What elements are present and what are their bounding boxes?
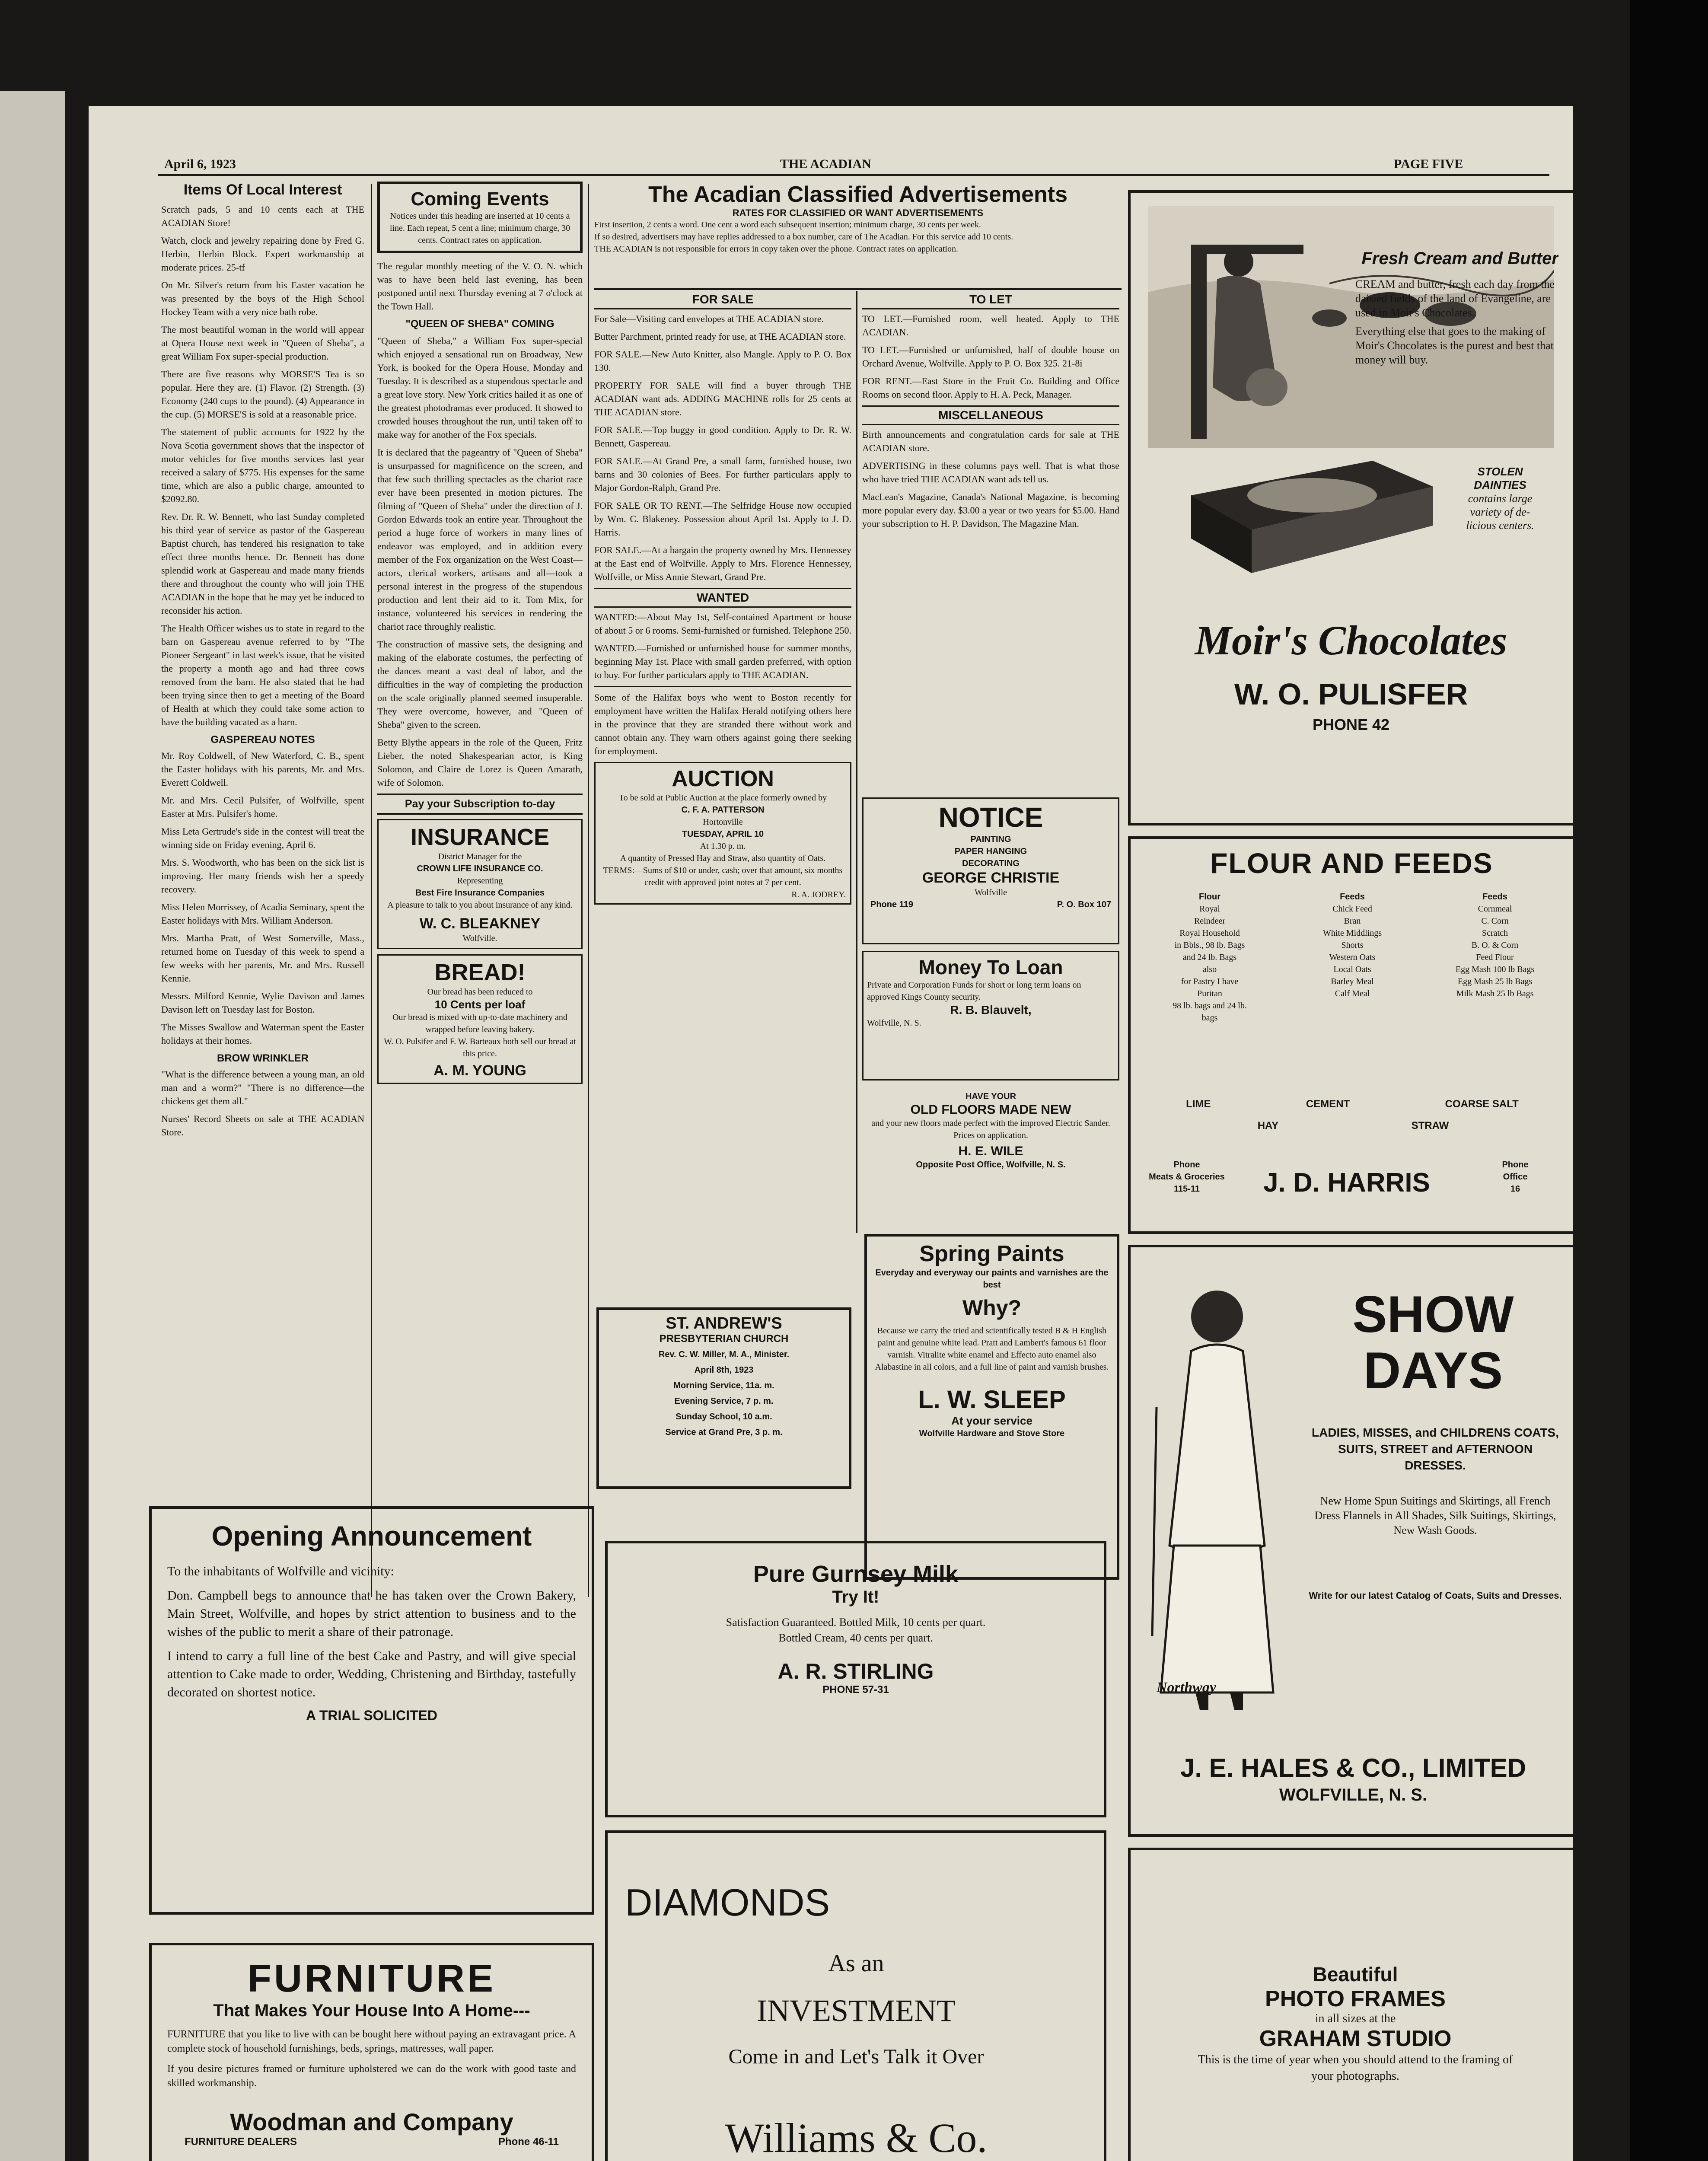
classified-ad: FOR SALE.—Top buggy in good condition. Apply to Dr. R. W. Bennett, Gaspereau.: [594, 424, 851, 449]
ad-line: Phone: [1502, 1160, 1529, 1170]
diamonds-as: As an: [828, 1950, 884, 1977]
item-text: Messrs. Milford Kennie, Wylie Davison and James Davison left on Tuesday last for Boston.: [161, 991, 364, 1015]
item-text: The statement of public accounts for 1922 by the Nova Scotia government shows that the inspector of motor vehicles for five months services last year received a salary of $775. His expenses for the same time, which are also a public charge, amounted to $2092.80.: [161, 427, 364, 504]
opening-text: To the inhabitants of Wolfville and vicinity:: [167, 1564, 394, 1578]
notice-name: GEORGE CHRISTIE: [922, 870, 1060, 886]
product: Reindeer: [1194, 916, 1226, 926]
opening-text: I intend to carry a full line of the best Cake and Pastry, and will give special attention to Cake made to order, Wedding, Christening and Birthday, tastefully decorated on shortest notice.: [167, 1649, 576, 1699]
opening-tail: A TRIAL SOLICITED: [306, 1708, 437, 1723]
classified-ad: TO LET.—Furnished room, well heated. Apply to THE ACADIAN.: [862, 313, 1119, 338]
opening-text: Don. Campbell begs to announce that he has taken over the Crown Bakery, Main Street, Wolfville, and hopes by strict attention to business and to the wishes of the public to merit a share of their patronage.: [167, 1588, 576, 1639]
gaspereau-notes-heading: GASPEREAU NOTES: [210, 734, 315, 746]
feeds-column: [1281, 891, 1424, 1024]
product: Royal Household: [1179, 928, 1240, 938]
newspaper-page: [89, 106, 1573, 2161]
moirs-dealer: W. O. PULISFER: [1234, 677, 1468, 711]
classified-ad: ADVERTISING in these columns pays well. That is what those who have tried THE ACADIAN want ads tell us.: [862, 460, 1119, 484]
product: CEMENT: [1306, 1098, 1350, 1110]
classified-rate: THE ACADIAN is not responsible for errors in copy taken over the phone. Contract rates on application.: [594, 244, 959, 254]
classified-rate: If so desired, advertisers may have replies addressed to a box number, care of The Acadian. For this service add 10 cents.: [594, 232, 1013, 242]
insurance-agent: W. C. BLEAKNEY: [419, 915, 541, 932]
show-days-ad: [1128, 1245, 1573, 1837]
auction-title: AUCTION: [672, 766, 774, 791]
classified-ad: Birth announcements and congratulation cards for sale at THE ACADIAN store.: [862, 429, 1119, 453]
notice-town: Wolfville: [974, 888, 1007, 897]
moirs-text: CREAM and butter, fresh each day from the daisied fields of the land of Evangeline, are used in Moir's Chocolates.: [1355, 278, 1555, 319]
product: also: [1202, 965, 1217, 974]
diamonds-ad: [605, 1830, 1106, 2161]
furniture-text: If you desire pictures framed or furniture upholstered we can do the work with good taste and skilled workmanship.: [167, 2063, 576, 2089]
ad-line: TUESDAY, APRIL 10: [682, 829, 764, 839]
money-to-loan-ad: [862, 951, 1119, 1080]
product: STRAW: [1411, 1120, 1449, 1131]
coming-events-title: Coming Events: [411, 188, 549, 210]
ad-line: To be sold at Public Auction at the place formerly owned by: [618, 793, 827, 803]
miscellaneous-heading: MISCELLANEOUS: [862, 405, 1119, 425]
von-notice: The regular monthly meeting of the V. O. N. which was to have been held last evening, has been postponed until next Thursday evening at 7 o'clock at the Town Hall.: [377, 261, 583, 312]
classified-header: [594, 182, 1122, 285]
paints-why: Why?: [962, 1296, 1022, 1320]
insurance-town: Wolfville.: [462, 934, 497, 943]
moirs-tagline: Fresh Cream and Butter: [1361, 249, 1558, 268]
events-column: [377, 182, 583, 1590]
brow-wrinkler-heading: BROW WRINKLER: [217, 1052, 309, 1064]
wanted-heading: WANTED: [594, 588, 851, 608]
northway-logo: Northway: [1157, 1680, 1216, 1696]
moirs-brand: Moir's Chocolates: [1195, 617, 1507, 663]
product: Local Oats: [1333, 965, 1371, 974]
ad-line: 16: [1510, 1184, 1520, 1194]
moirs-phone: PHONE 42: [1312, 716, 1390, 733]
ad-line: Phone: [1173, 1160, 1200, 1170]
bread-title: BREAD!: [434, 959, 526, 985]
column-heading: Flour: [1199, 892, 1220, 902]
moirs-copy: [1355, 277, 1558, 367]
ad-line: TERMS:—Sums of $10 or under, cash; over that amount, six months credit with approved joint notes at 7 per cent.: [603, 866, 843, 887]
sheba-text: It is declared that the pageantry of "Queen of Sheba" is unsurpassed for magnificence on the screen, and that few such thrilling spectacles as the chariot race ever have been presented in motion pictures. The filming of "Queen of Sheba" under the direction of J. Gordon Edwards took an entire year. Throughout the period a huge force of workers in many lines of endeavor was employed, and in addition every member of the Fox organization on the West Coast—actors, clerical workers, artisans and all—took a personal interest in the progress of the stupendous production and lent their aid to it. Tom Mix, for instance, volunteered his services in rendering the chariot race throughly realistic.: [377, 447, 583, 632]
sheba-text: "Queen of Sheba," a William Fox super-special which enjoyed a sensational run on Broadway, New York, is booked for the Opera House, Monday and Tuesday. It is described as a stupendous spectacle and a great love story. New York critics hailed it as one of the greatest photodramas ever produced. It showed to crowded houses throughout the run, until taken off to make way for another of the Fox specials.: [377, 335, 583, 440]
ad-line: Best Fire Insurance Companies: [415, 888, 545, 898]
sleep-name: L. W. SLEEP: [918, 1386, 1066, 1414]
folio-rule: [158, 174, 1549, 176]
paints-text: Because we carry the tried and scientifically tested B & H English paint and genuine white lead. Pratt and Lambert's famous 61 floor varnish. Vitralite white enamel and Effecto auto enamel also Alabastine in all colors, and a full line of paint and varnish brushes.: [875, 1326, 1109, 1372]
ad-line: PHOTO FRAMES: [1265, 1986, 1446, 2011]
product: for Pastry I have: [1181, 977, 1239, 986]
classified-ad: MacLean's Magazine, Canada's National Magazine, is becoming more popular every day. $3.00 a year or two years for $5.00. Hand your subscription to H. P. Davidson, The Magazine Man.: [862, 491, 1119, 529]
column-heading: Feeds: [1482, 892, 1507, 902]
ad-line: A quantity of Pressed Hay and Straw, also quantity of Oats.: [620, 854, 826, 863]
ad-line: contains large: [1468, 492, 1533, 505]
ad-line: Morning Service, 11a. m.: [673, 1381, 774, 1390]
loan-title: Money To Loan: [918, 956, 1063, 979]
product: C. Corn: [1481, 916, 1509, 926]
coming-events-box: [377, 182, 583, 253]
column-rule: [856, 291, 857, 1233]
item-text: Scratch pads, 5 and 10 cents each at THE ACADIAN Store!: [161, 204, 364, 228]
product: LIME: [1186, 1098, 1211, 1110]
opening-announcement-ad: [149, 1506, 594, 1915]
item-text: Mrs. Martha Pratt, of West Somerville, Mass., returned home on Tuesday of this week to spend a few weeks with her parents, Mr. and Mrs. Russell Kennie.: [161, 933, 364, 984]
item-text: The Misses Swallow and Waterman spent the Easter holidays at their homes.: [161, 1022, 364, 1046]
classified-rule: [594, 288, 1122, 290]
local-interest-column: [161, 182, 364, 1590]
classified-ad: For Sale—Visiting card envelopes at THE ACADIAN store.: [594, 313, 824, 324]
classified-ad: TO LET.—Furnished or unfurnished, half of double house on Orchard Avenue, Wolfville. Apply to P. O. Box 325. 21-8i: [862, 344, 1119, 369]
ad-line: Evening Service, 7 p. m.: [674, 1396, 774, 1406]
product: Calf Meal: [1335, 989, 1370, 998]
milk-title: Pure Gurnsey Milk: [753, 1561, 959, 1587]
stolen-dainties: [1437, 465, 1563, 532]
hales-town: WOLFVILLE, N. S.: [1279, 1785, 1428, 1804]
notice-title: NOTICE: [938, 802, 1043, 833]
floors-name: H. E. WILE: [958, 1144, 1023, 1158]
bread-ad: [377, 954, 583, 1084]
column-rule: [371, 184, 372, 1597]
sheba-heading: "QUEEN OF SHEBA" COMING: [405, 318, 554, 330]
product: White Middlings: [1322, 928, 1382, 938]
ad-line: Representing: [457, 876, 503, 886]
product: in Bbls., 98 lb. Bags: [1174, 940, 1245, 950]
furniture-subtitle: That Makes Your House Into A Home---: [213, 2001, 530, 2020]
show-subtitle: LADIES, MISSES, and CHILDRENS COATS, SUITS, STREET and AFTERNOON DRESSES.: [1312, 1426, 1559, 1472]
diamonds-investment: INVESTMENT: [757, 1993, 956, 2028]
moirs-ad: [1128, 190, 1573, 826]
church-ad: [596, 1307, 851, 1489]
product: HAY: [1257, 1120, 1279, 1131]
ad-line: 10 Cents per loaf: [434, 998, 526, 1011]
ad-line: licious centers.: [1466, 519, 1534, 532]
flour-column: [1138, 891, 1281, 1024]
ad-line: PAPER HANGING: [954, 847, 1027, 856]
ad-line: Satisfaction Guaranteed. Bottled Milk, 10 cents per quart.: [726, 1616, 986, 1629]
moirs-text: Everything else that goes to the making of Moir's Chocolates is the purest and best that money will buy.: [1355, 325, 1554, 366]
folio-date: April 6, 1923: [164, 157, 236, 171]
ad-line: GRAHAM STUDIO: [1259, 2026, 1452, 2051]
auction-ad: [594, 762, 851, 905]
product: bags: [1201, 1013, 1218, 1023]
show-days-title: [1321, 1286, 1545, 1399]
ad-line: This is the time of year when you should attend to the framing of your photographs.: [1198, 2053, 1513, 2083]
item-text: The Health Officer wishes us to state in regard to the barn on Gaspereau avenue referred to by "The Pioneer Sergeant" in last week's issue, that he visited the property a month ago and had three cows removed from the barn. He also stated that he had been trying since then to get a meeting of the Board of Health at which they could take some action to have the building vacated as a barn.: [161, 623, 364, 727]
ad-line: R. A. JODREY.: [791, 890, 846, 899]
item-text: Miss Helen Morrissey, of Acadia Seminary, spent the Easter holidays with Mrs. William Anderson.: [161, 902, 364, 926]
folio-paper: THE ACADIAN: [780, 157, 871, 171]
opening-title: Opening Announcement: [211, 1520, 532, 1552]
notice-phone: Phone 119: [870, 900, 913, 909]
folio-page: PAGE FIVE: [1394, 157, 1463, 171]
product: Chick Feed: [1332, 904, 1372, 914]
item-text: There are five reasons why MORSE'S Tea is so popular. Here they are. (1) Flavor. (2) Strength. (3) Economy (240 cups to the pound). (4) Appearance in the cup. (5) MORSE'S is sold at a reasonable price.: [161, 369, 364, 420]
ad-line: variety of de-: [1470, 506, 1530, 518]
ad-line: DECORATING: [962, 859, 1020, 868]
halifax-notice: Some of the Halifax boys who went to Boston recently for employment have written the Halifax Herald notifying others here in the province that they are stranded there without work and cannot obtain any. They warn others against going there seeking for employment.: [594, 686, 851, 758]
local-interest-title: Items Of Local Interest: [183, 182, 342, 198]
furniture-phone: Phone 46-11: [498, 2136, 559, 2148]
diamonds-title: DIAMONDS: [625, 1881, 830, 1924]
item-text: Nurses' Record Sheets on sale at THE ACADIAN Store.: [161, 1113, 364, 1138]
for-sale-heading: FOR SALE: [594, 293, 851, 309]
diamonds-invite: Come in and Let's Talk it Over: [728, 2045, 984, 2068]
item-text: Rev. Dr. R. W. Bennett, who last Sunday completed his third year of service as pastor of the Gaspereau Baptist church, has tendered his resignation to take effect three months hence. Dr. Bennett has done splendid work at Gaspereau and made many friends there and throughout the county who will join THE ACADIAN in the hope that he may yet be induced to reconsider his action.: [161, 511, 364, 616]
product: B. O. & Corn: [1471, 940, 1519, 950]
product: Bran: [1344, 916, 1361, 926]
to-let-column: [862, 293, 1119, 794]
product: Egg Mash 25 lb Bags: [1457, 977, 1533, 986]
loan-text: Private and Corporation Funds for short or long term loans on approved Kings County security.: [867, 980, 1081, 1002]
product: COARSE SALT: [1445, 1098, 1519, 1110]
show-catalog: Write for our latest Catalog of Coats, Suits and Dresses.: [1309, 1590, 1562, 1601]
paints-title: Spring Paints: [919, 1241, 1064, 1266]
ad-line: Our bread is mixed with up-to-date machinery and wrapped before leaving bakery.: [392, 1013, 567, 1034]
ad-line: HAVE YOUR: [965, 1092, 1017, 1101]
product: 98 lb. bags and 24 lb.: [1173, 1001, 1247, 1010]
ad-line: Everyday and everyway our paints and varnishes are the best: [875, 1268, 1109, 1290]
classified-ad: PROPERTY FOR SALE will find a buyer through THE ACADIAN want ads. ADDING MACHINE rolls for 25 cents at THE ACADIAN store.: [594, 380, 851, 418]
ad-line: Meats & Groceries: [1149, 1172, 1225, 1182]
coming-events-text: Notices under this heading are inserted at 10 cents a line. Each repeat, 5 cent a line; minimum charge, 30 cents. Contract rates on application.: [389, 211, 570, 245]
ad-line: C. F. A. PATTERSON: [681, 805, 765, 815]
insurance-title: INSURANCE: [410, 824, 550, 850]
ad-line: PAINTING: [970, 835, 1011, 844]
classified-rate: First insertion, 2 cents a word. One cent a word each subsequent insertion; minimum charge, 30 cents per week.: [594, 220, 981, 229]
ad-line: A pleasure to talk to you about insurance of any kind.: [387, 900, 573, 910]
classified-ad: FOR SALE.—At a bargain the property owned by Mrs. Hennessey at the East end of Wolfville. Apply to Mrs. Florence Hennessey, Wolfville, or Miss Annie Stewart, Grand Pre.: [594, 545, 851, 582]
notice-ad: [862, 797, 1119, 944]
ad-line: and your new floors made perfect with the improved Electric Sander. Prices on application.: [871, 1119, 1110, 1140]
sheba-text: Betty Blythe appears in the role of the Queen, Fritz Lieber, the noted Shakespearian actor, is King Solomon, and Claire de Lorez is Queen Amarath, wife of Solomon.: [377, 737, 583, 788]
classified-ad: FOR RENT.—East Store in the Fruit Co. Building and Office Rooms on second floor. Apply to H. A. Peck, Manager.: [862, 376, 1119, 400]
loan-name: R. B. Blauvelt,: [950, 1003, 1032, 1017]
classified-ad: FOR SALE.—At Grand Pre, a small farm, furnished house, two barns and 30 colonies of Bees. For further particulars apply to Major Gordon-Ralph, Grand Pre.: [594, 456, 851, 493]
ad-line: DAINTIES: [1474, 478, 1526, 491]
furniture-ad: [149, 1943, 594, 2161]
product: Puritan: [1197, 989, 1222, 998]
ad-line: Bottled Cream, 40 cents per quart.: [778, 1632, 933, 1644]
product: Feed Flour: [1476, 953, 1514, 962]
furniture-dealer-name: Woodman and Company: [230, 2108, 513, 2136]
chocolate-box-illustration: [1191, 461, 1433, 590]
item-text: "What is the difference between a young man, an old man and a worm?" "There is no difference—the chickens get them all.": [161, 1069, 364, 1106]
sheba-text: The construction of massive sets, the designing and making of the elaborate costumes, the perfecting of the dances meant a vast deal of labor, and the difficulties in the way of completing the production on the scale originally planned seemed insuperable. They were overcome, however, and "Queen of Sheba" given to the screen.: [377, 639, 583, 730]
milk-phone: PHONE 57-31: [822, 1684, 889, 1696]
ad-line: At your service: [951, 1414, 1032, 1427]
classified-ad: WANTED:—About May 1st, Self-contained Apartment or house of about 5 or 6 rooms. Semi-furnished or furnished. Telephone 250.: [594, 612, 851, 636]
ad-line: Sunday School, 10 a.m.: [676, 1412, 772, 1422]
ad-line: Hortonville: [703, 817, 743, 827]
ad-line: W. O. Pulsifer and F. W. Barteaux both sell our bread at this price.: [384, 1037, 576, 1058]
show-text: New Home Spun Suitings and Skirtings, all French Dress Flannels in All Shades, Silk Suitings, Skirtings, New Wash Goods.: [1314, 1495, 1556, 1536]
product: Egg Mash 100 lb Bags: [1455, 965, 1535, 974]
product: Milk Mash 25 lb Bags: [1456, 989, 1534, 998]
classified-ad: FOR SALE.—New Auto Knitter, also Mangle. Apply to P. O. Box 130.: [594, 349, 851, 373]
milk-dealer: A. R. STIRLING: [778, 1659, 934, 1683]
local-interest-body: [161, 203, 364, 1139]
item-text: Mr. and Mrs. Cecil Pulsifer, of Wolfville, spent Easter at Mrs. Pulsifer's home.: [161, 795, 364, 819]
show-title-line: SHOW: [1352, 1286, 1514, 1343]
notice-box: P. O. Box 107: [1057, 900, 1111, 909]
product: Royal: [1199, 904, 1220, 914]
harris-name: J. D. HARRIS: [1263, 1168, 1430, 1198]
ad-line: CROWN LIFE INSURANCE CO.: [417, 864, 543, 873]
item-text: The most beautiful woman in the world will appear at Opera House next week in "Queen of Sheba", a great William Fox super-special production.: [161, 324, 364, 362]
ad-line: OLD FLOORS MADE NEW: [910, 1103, 1071, 1117]
ad-line: Beautiful: [1313, 1963, 1398, 1986]
ad-line: 115-11: [1173, 1184, 1200, 1194]
classified-subtitle: RATES FOR CLASSIFIED OR WANT ADVERTISEMENTS: [732, 207, 984, 218]
pay-subscription: Pay your Subscription to-day: [377, 794, 583, 815]
item-text: Miss Leta Gertrude's side in the contest will treat the winning side on Friday evening, April 6.: [161, 826, 364, 850]
show-title-line: DAYS: [1363, 1342, 1503, 1399]
flour-title: FLOUR AND FEEDS: [1210, 847, 1493, 879]
insurance-ad: [377, 819, 583, 949]
ad-line: District Manager for the: [438, 852, 522, 861]
furniture-dealers-label: FURNITURE DEALERS: [185, 2136, 297, 2148]
diamonds-jeweller: Williams & Co.: [725, 2115, 988, 2161]
floors-address: Opposite Post Office, Wolfville, N. S.: [916, 1160, 1066, 1170]
adjacent-page-edge: [0, 91, 65, 2161]
flour-feeds-ad: [1128, 836, 1573, 1234]
scan-border: [1630, 0, 1708, 2161]
product: and 24 lb. Bags: [1182, 953, 1237, 962]
for-sale-column: [594, 293, 851, 1222]
column-rule: [588, 184, 589, 1597]
ad-line: Rev. C. W. Miller, M. A., Minister.: [658, 1350, 790, 1359]
column-heading: Feeds: [1340, 892, 1365, 902]
classified-ad: WANTED.—Furnished or unfurnished house for summer months, beginning May 1st. Place with small garden preferred, with option to buy. For further particulars apply to THE ACADIAN.: [594, 643, 851, 680]
product: Cornmeal: [1478, 904, 1512, 914]
classified-ad: FOR SALE OR TO RENT.—The Selfridge House now occupied by Wm. C. Blakeney. Possession about April 1st. Apply to J. D. Harris.: [594, 500, 851, 538]
classified-title: The Acadian Classified Advertisements: [648, 182, 1068, 207]
product: Scratch: [1482, 928, 1508, 938]
product: Western Oats: [1329, 953, 1376, 962]
fashion-figure-illustration: [1144, 1278, 1291, 1714]
feeds-column: [1424, 891, 1566, 1024]
church-subtitle: PRESBYTERIAN CHURCH: [659, 1333, 789, 1345]
item-text: On Mr. Silver's return from his Easter vacation he was presented by the boys of the High School Hockey Team with a very nice bath robe.: [161, 280, 364, 317]
gurnsey-milk-ad: [605, 1541, 1106, 1817]
floors-ad: [862, 1087, 1119, 1230]
product: Barley Meal: [1331, 977, 1374, 986]
photo-frames-copy: [1195, 1963, 1515, 2085]
furniture-title: FURNITURE: [248, 1957, 496, 2000]
photo-frames-ad: [1128, 1848, 1573, 2161]
ad-line: At 1.30 p. m.: [700, 841, 746, 851]
spring-paints-ad: [864, 1234, 1119, 1580]
ad-line: April 8th, 1923: [694, 1365, 754, 1375]
product: Shorts: [1341, 940, 1364, 950]
ad-line: Office: [1503, 1172, 1528, 1182]
ad-line: in all sizes at the: [1315, 2012, 1396, 2025]
office-phone: [1472, 1159, 1558, 1195]
church-title: ST. ANDREW'S: [666, 1314, 782, 1332]
classified-ad: Butter Parchment, printed ready for use, at THE ACADIAN store.: [594, 331, 846, 342]
to-let-heading: TO LET: [862, 293, 1119, 309]
item-text: Mr. Roy Coldwell, of New Waterford, C. B., spent the Easter holidays with his parents, Mr. and Mrs. Everett Coldwell.: [161, 750, 364, 788]
ad-line: STOLEN: [1477, 465, 1523, 478]
milk-subtitle: Try It!: [832, 1587, 879, 1606]
bread-baker: A. M. YOUNG: [433, 1062, 526, 1079]
ad-line: Our bread has been reduced to: [427, 987, 533, 997]
hales-name: J. E. HALES & CO., LIMITED: [1180, 1753, 1526, 1782]
ad-line: Wolfville Hardware and Stove Store: [919, 1429, 1065, 1438]
meats-phone: [1144, 1159, 1230, 1195]
item-text: Mrs. S. Woodworth, who has been on the sick list is improving. Her many friends wish her a speedy recovery.: [161, 857, 364, 895]
loan-town: Wolfville, N. S.: [867, 1018, 921, 1028]
furniture-text: FURNITURE that you like to live with can be bought here without paying an extravagant price. A complete stock of household furnishings, beds, springs, mattresses, wall paper.: [167, 2029, 576, 2054]
item-text: Watch, clock and jewelry repairing done by Fred G. Herbin, Herbin Block. Expert workmanship at moderate prices. 25-tf: [161, 235, 364, 273]
ad-line: Service at Grand Pre, 3 p. m.: [665, 1428, 783, 1437]
